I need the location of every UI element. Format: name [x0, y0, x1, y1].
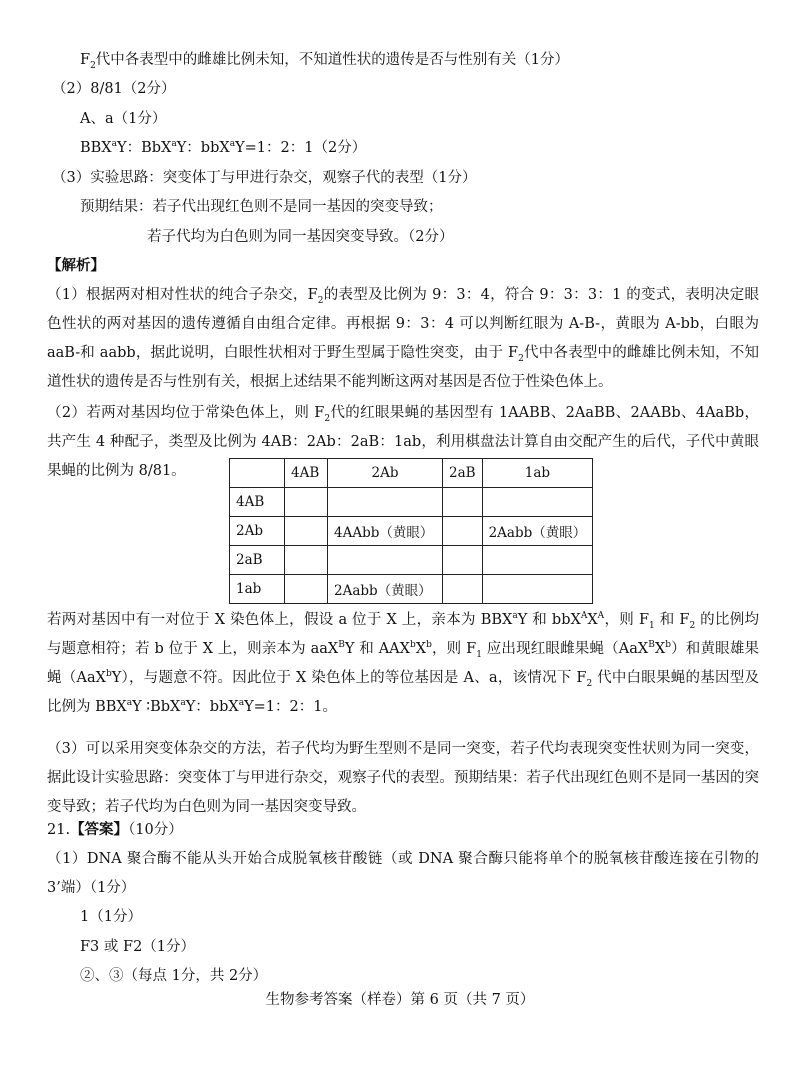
- table-row: [230, 546, 593, 575]
- q3-expect-1: 预期结果：若子代出现红色则不是同一基因的突变导致；: [80, 199, 443, 215]
- table-cell: [443, 546, 483, 575]
- table-header-cell: 1ab: [482, 459, 593, 488]
- table-cell: [482, 546, 593, 575]
- analysis-part-1: （1）根据两对相对性状的纯合子杂交，$F_2$的表型及比例为 9：3：4，符合 9：3：3：1 的变式，表明决定眼色性状的两对基因的遗传遵循自由组合定律。再根据 9：3：4 可以判断红眼为 A-B-，黄眼为 A-bb，白眼为 aaB-和 aabb，据此说明，白眼性状相对于野生型属于隐性突变，由于 $F_2$代中各表型中的雌雄比例未知，不知道性状的遗传是否与性别有关，根据上述结果不能判断这两对基因是否位于性染色体上。: [47, 287, 759, 390]
- analysis-part-3: （3）可以采用突变体杂交的方法，若子代均为野生型则不是同一突变，若子代均表现突变性状则为同一突变，据此设计实验思路：突变体丁与甲进行杂交，观察子代的表型。预期结果：若子代出现红色则不是同一基因的突变导致；若子代均为白色则为同一基因突变导致。: [47, 741, 759, 815]
- table-cell: [482, 488, 593, 517]
- analysis-part-2: （2）若两对基因均位于常染色体上，则 $F_2$代的红眼果蝇的基因型有 1AABB、2AaBB、2AABb、4AaBb，共产生 4 种配子，类型及比例为 4AB：2Ab：2aB：1ab，利用棋盘法计算自由交配产生的后代，子代中黄眼果蝇的比例为 8/81。: [47, 405, 760, 479]
- q3-expect-2: 若子代均为白色则为同一基因突变导致。（2分）: [147, 229, 454, 245]
- table-cell: 2Aabb（黄眼）: [328, 575, 443, 604]
- table-header-cell: 2Ab: [328, 459, 443, 488]
- table-cell: [328, 546, 443, 575]
- q3-idea: （3）实验思路：突变体丁与甲进行杂交，观察子代的表型（1分）: [52, 170, 477, 186]
- table-cell: [230, 459, 285, 488]
- analysis-part-2-x-linked: 若两对基因中有一对位于 X 染色体上，假设 a 位于 X 上，亲本为 BBX$^a$Y 和 $bbX^AX^A$，则 $F_1$ 和 $F_2$ 的比例均与题意相符；若 b 位于 X 上，则亲本为 aaX$^B$Y 和 $AAX^bX^b$，则 $F_1$ 应出现红眼雌果蝇$(AaX^BX^b)$和黄眼雄果蝇（AaX$^b$Y），与题意不符。因此位于 X 染色体上的等位基因是 A、a，该情况下 $F_2$ 代中白眼果蝇的基因型及比例为 BBX$^a$Y ∶BbX$^a$Y：bbX$^a$Y=1：2：1。: [47, 611, 760, 715]
- table-header-row: [230, 459, 593, 488]
- q21-answer-4: ②、③（每点 1分，共 2分）: [80, 968, 268, 984]
- q21-heading: 21.【答案】（10分）: [47, 821, 183, 838]
- table-row: [230, 575, 593, 604]
- q21-answer-1: （1）DNA 聚合酶不能从头开始合成脱氧核苷酸链（或 DNA 聚合酶只能将单个的脱氧核苷酸连接在引物的 3’端）（1分）: [47, 851, 759, 896]
- table-row: [230, 488, 593, 517]
- table-row-header: 1ab: [230, 575, 285, 604]
- table-cell: 4AAbb（黄眼）: [328, 517, 443, 546]
- table-header-cell: 2aB: [443, 459, 483, 488]
- table-cell: [443, 517, 483, 546]
- table-cell: [443, 575, 483, 604]
- table-cell: [285, 517, 328, 546]
- intro-line: $F_2$代中各表型中的雌雄比例未知，不知道性状的遗传是否与性别有关（1分）: [80, 52, 570, 71]
- table-row-header: 2aB: [230, 546, 285, 575]
- table-row: [230, 517, 593, 546]
- q2-answer: （2）8/81（2分）: [52, 81, 176, 97]
- table-cell: [443, 488, 483, 517]
- table-cell: [285, 575, 328, 604]
- q2-alleles: A、a（1分）: [80, 111, 167, 127]
- table-cell: [482, 575, 593, 604]
- table-cell: [285, 488, 328, 517]
- table-cell: [328, 488, 443, 517]
- analysis-heading: 【解析】: [47, 257, 105, 274]
- q21-answer-3: F3 或 F2（1分）: [80, 939, 196, 955]
- table-row-header: 2Ab: [230, 517, 285, 546]
- table-header-cell: 4AB: [285, 459, 328, 488]
- q2-ratio: BBX$^a$Y：BbX$^a$Y：bbX$^a$Y=1：2：1（2分）: [80, 139, 367, 156]
- q21-answer-2: 1（1分）: [80, 909, 142, 925]
- page-footer: 生物参考答案（样卷）第 6 页（共 7 页）: [265, 992, 535, 1008]
- table-cell: [285, 546, 328, 575]
- punnett-square-table: [229, 458, 593, 604]
- table-cell: 2Aabb（黄眼）: [482, 517, 593, 546]
- table-row-header: 4AB: [230, 488, 285, 517]
